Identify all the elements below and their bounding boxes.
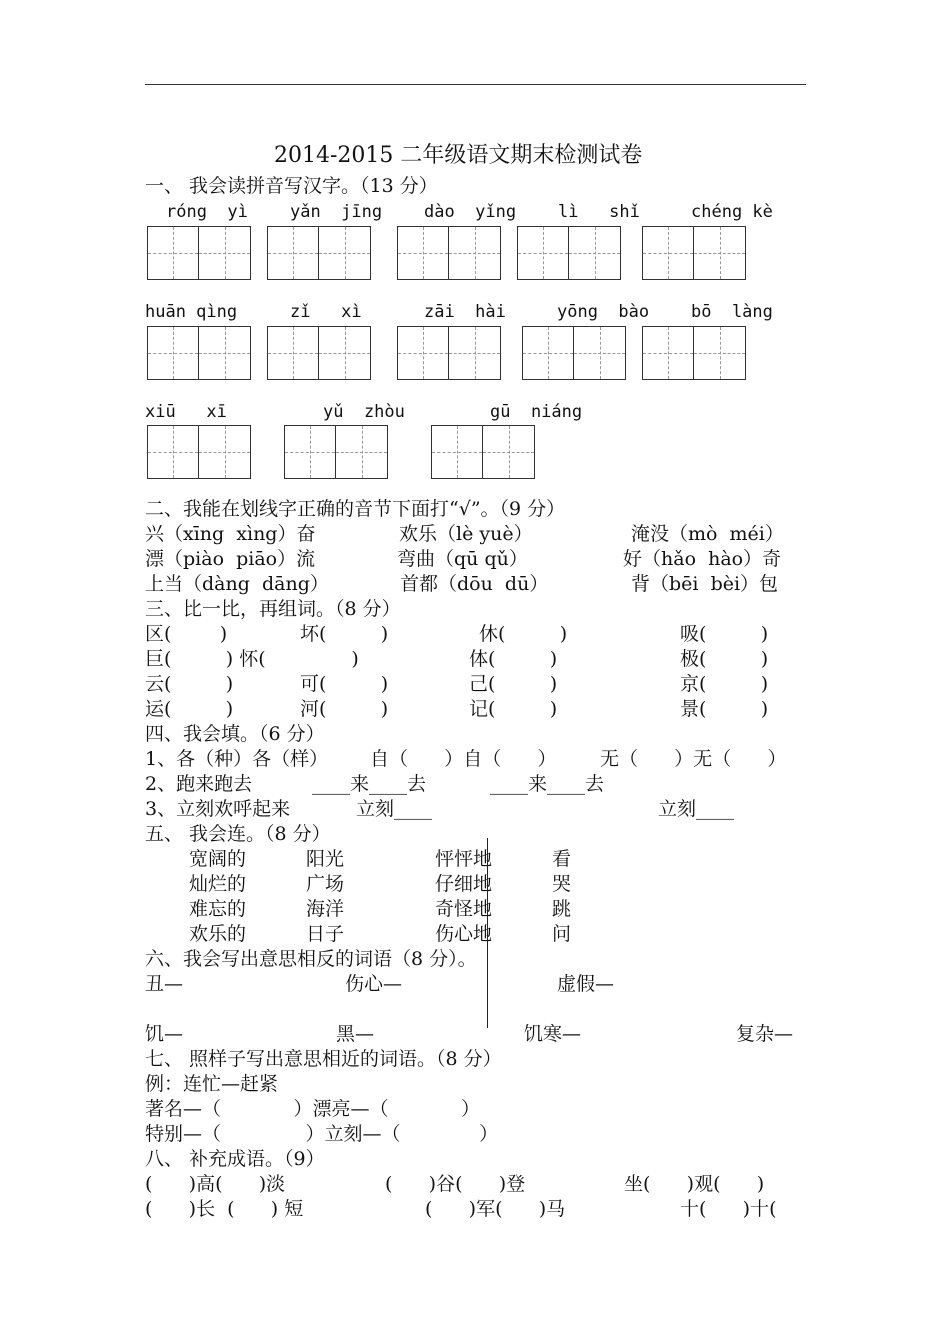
writing-grid[interactable] [397,326,501,380]
pinyin: bō làng [691,302,773,322]
pinyin: xiū xī [145,402,227,422]
pinyin: chéng kè [691,202,773,222]
match-word[interactable]: 奇怪地 [435,898,493,920]
page-title: 2014-2015 二年级语文期末检测试卷 [274,143,643,168]
s4-item: ____来____去 [490,773,605,795]
writing-grid[interactable] [147,425,251,479]
pinyin: lì shǐ [558,202,640,222]
s2-item: 淹没（mò méi） [631,523,784,545]
section-8-heading: 八、 补充成语。（9） [145,1148,325,1170]
s8-item: ( )高( )淡 [145,1173,286,1195]
s3-item: 巨( ) 怀( [145,648,266,670]
drawn-line [487,838,488,1028]
match-word[interactable]: 问 [552,923,572,945]
s2-item: 首都（dōu dū） [400,573,549,595]
writing-grid[interactable] [642,326,746,380]
s6-item: 饥— [145,1023,184,1045]
s3-item: 景( ) [680,698,769,720]
s6-item: 黑— [336,1023,375,1045]
s3-item: 可( ) [300,673,389,695]
writing-grid[interactable] [267,326,371,380]
pinyin: yōng bào [557,302,650,322]
writing-grid[interactable] [642,226,746,280]
s3-item: 极( ) [680,648,769,670]
s3-item: 运( ) [145,698,234,720]
match-word[interactable]: 仔细地 [435,873,493,895]
pinyin: yǎn jīng [290,202,383,222]
example-line: 例：连忙—赶紧 [145,1073,279,1095]
s8-item: 十( )十( [680,1198,777,1220]
s3-item: 体( ) [469,648,558,670]
section-7-heading: 七、 照样子写出意思相近的词语。（8 分） [145,1048,502,1070]
writing-grid[interactable] [147,226,251,280]
s6-item: 复杂— [736,1023,794,1045]
s6-item: 伤心— [345,973,403,995]
s2-item: 兴（xīng xìng）奋 [145,523,316,545]
s2-item: 漂（piào piāo）流 [145,548,316,570]
s4-item: 自（ ）自（ ） [370,748,557,770]
pinyin: yǔ zhòu [323,402,405,422]
match-word[interactable]: 广场 [306,873,345,895]
s7-line: 特别—（ ）立刻—（ ） [145,1123,499,1145]
writing-grid[interactable] [522,326,626,380]
s4-item: 2、跑来跑去 [145,773,253,795]
s3-item: 区( ) [145,623,228,645]
match-word[interactable]: 看 [552,848,572,870]
s3-item: 河( ) [300,698,389,720]
match-word[interactable]: 伤心地 [435,923,493,945]
match-word[interactable]: 哭 [552,873,572,895]
s3-item: 吸( ) [680,623,769,645]
section-2-heading: 二、我能在划线字正确的音节下面打“√”。（9 分） [145,498,566,520]
pinyin: zǐ xì [290,302,362,322]
writing-grid[interactable] [147,326,251,380]
section-1-heading: 一、 我会读拼音写汉字。（13 分） [145,175,438,197]
s6-item: 丑— [145,973,184,995]
s3-item: 京( ) [680,673,769,695]
section-3-heading: 三、比一比，再组词。（8 分） [145,598,401,620]
match-word[interactable]: 难忘的 [189,898,247,920]
pinyin: huān qìng [145,302,238,322]
s7-line: 著名—（ ）漂亮—（ ） [145,1098,480,1120]
s3-item: 休( ) [479,623,568,645]
match-word[interactable]: 欢乐的 [189,923,247,945]
s8-item: ( )长 ( ) 短 [145,1198,304,1220]
writing-grid[interactable] [517,226,621,280]
s6-item: 虚假— [557,973,615,995]
s6-item: 饥寒— [524,1023,582,1045]
s3-item: 己( ) [469,673,558,695]
s2-item: 好（hǎo hào）奇 [623,548,782,570]
s3-item: 坏( ) [300,623,389,645]
pinyin: dào yǐng [424,202,517,222]
s4-item: ____来____去 [312,773,427,795]
s2-item: 弯曲（qū qǔ） [397,548,528,570]
pinyin: gū niáng [490,402,583,422]
match-word[interactable]: 宽阔的 [189,848,247,870]
s2-item: 背（bēi bèi）包 [631,573,779,595]
s4-item: 1、各（种）各（样） [145,748,329,770]
s4-item: 3、立刻欢呼起来 [145,798,291,820]
match-word[interactable]: 日子 [306,923,345,945]
s4-item: 无（ ）无（ ） [600,748,787,770]
s3-item: 记( ) [469,698,558,720]
writing-grid[interactable] [431,425,535,479]
writing-grid[interactable] [397,226,501,280]
top-rule [145,84,806,85]
match-word[interactable]: 跳 [552,898,572,920]
match-word[interactable]: 灿烂的 [189,873,247,895]
writing-grid[interactable] [267,226,371,280]
match-word[interactable]: 怦怦地 [435,848,493,870]
s8-item: ( )军( )马 [425,1198,566,1220]
pinyin: zāi hài [424,302,506,322]
match-word[interactable]: 海洋 [306,898,345,920]
match-word[interactable]: 阳光 [306,848,345,870]
pinyin: róng yì [166,202,248,222]
section-6-heading: 六、我会写出意思相反的词语（8 分）。 [145,948,477,970]
s8-item: 坐( )观( ) [624,1173,765,1195]
s8-item: ( )谷( )登 [385,1173,526,1195]
writing-grid[interactable] [284,425,388,479]
section-4-heading: 四、我会填。（6 分） [145,723,325,745]
section-5-heading: 五、 我会连。（8 分） [145,823,331,845]
s4-item: 立刻____ [658,798,735,820]
s4-item: 立刻____ [356,798,433,820]
s2-item: 欢乐（lè yuè） [399,523,533,545]
s3-item: 云( ) [145,673,234,695]
s2-item: 上当（dàng dāng） [145,573,329,595]
s3-item: ) [297,648,359,670]
